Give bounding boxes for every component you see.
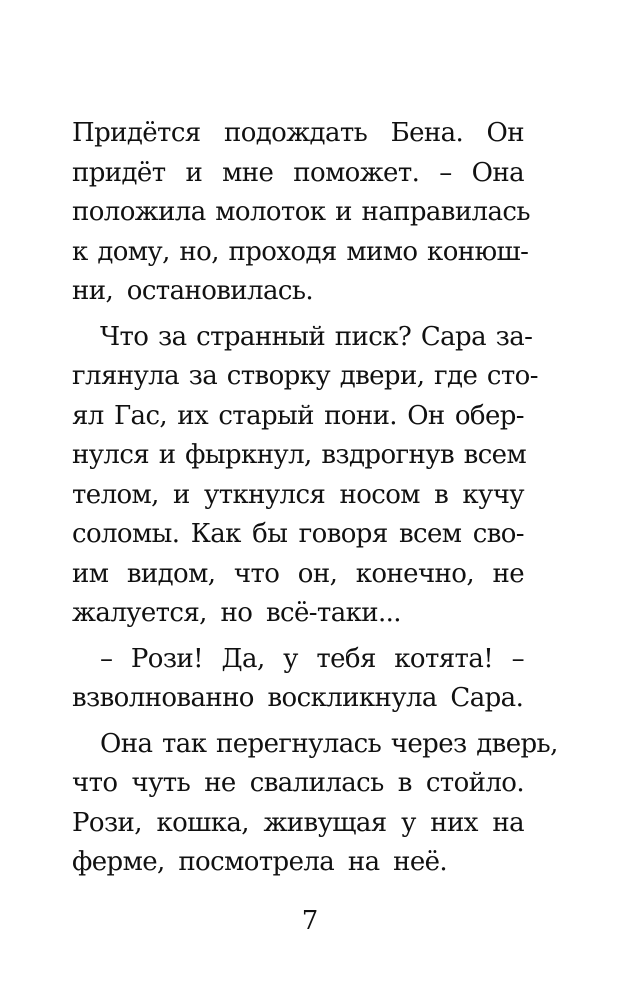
text-line: ни, остановилась. [72, 276, 314, 306]
text-line: соломы. Как бы говоря всем сво- [72, 519, 524, 549]
text-line: Что за странный писк? Сара за- [100, 321, 533, 352]
paragraph-4 [72, 725, 558, 883]
text-line: ял Гас, их старый пони. Он обер- [72, 400, 524, 431]
text-line: телом, и уткнулся носом в кучу [72, 479, 524, 510]
text-line: им видом, что он, конечно, не [72, 558, 524, 589]
text-line: придёт и мне поможет. – Она [72, 157, 524, 188]
paragraph-2 [72, 318, 538, 634]
text-line: нулся и фыркнул, вздрогнув всем [72, 440, 527, 470]
text-line: ферме, посмотрела на неё. [72, 847, 448, 877]
paragraph-3 [72, 640, 524, 719]
text-line: Рози, кошка, живущая у них на [72, 807, 524, 838]
text-line: взволнованно воскликнула Сара. [72, 683, 524, 713]
body-text [72, 114, 558, 883]
text-line: к дому, но, проходя мимо конюш- [72, 236, 529, 267]
text-line: Придётся подождать Бена. Он [72, 118, 524, 148]
text-line: положила молоток и направилась [72, 197, 530, 227]
text-line: что чуть не свалилась в стойло. [72, 768, 524, 798]
text-line: глянула за створку двери, где сто- [72, 361, 538, 391]
page-number: 7 [301, 906, 319, 936]
text-line: – Рози! Да, у тебя котята! – [100, 643, 524, 674]
text-line: жалуется, но всё-таки... [72, 598, 401, 628]
paragraph-1 [72, 114, 530, 312]
text-line: Она так перегнулась через дверь, [100, 728, 558, 759]
